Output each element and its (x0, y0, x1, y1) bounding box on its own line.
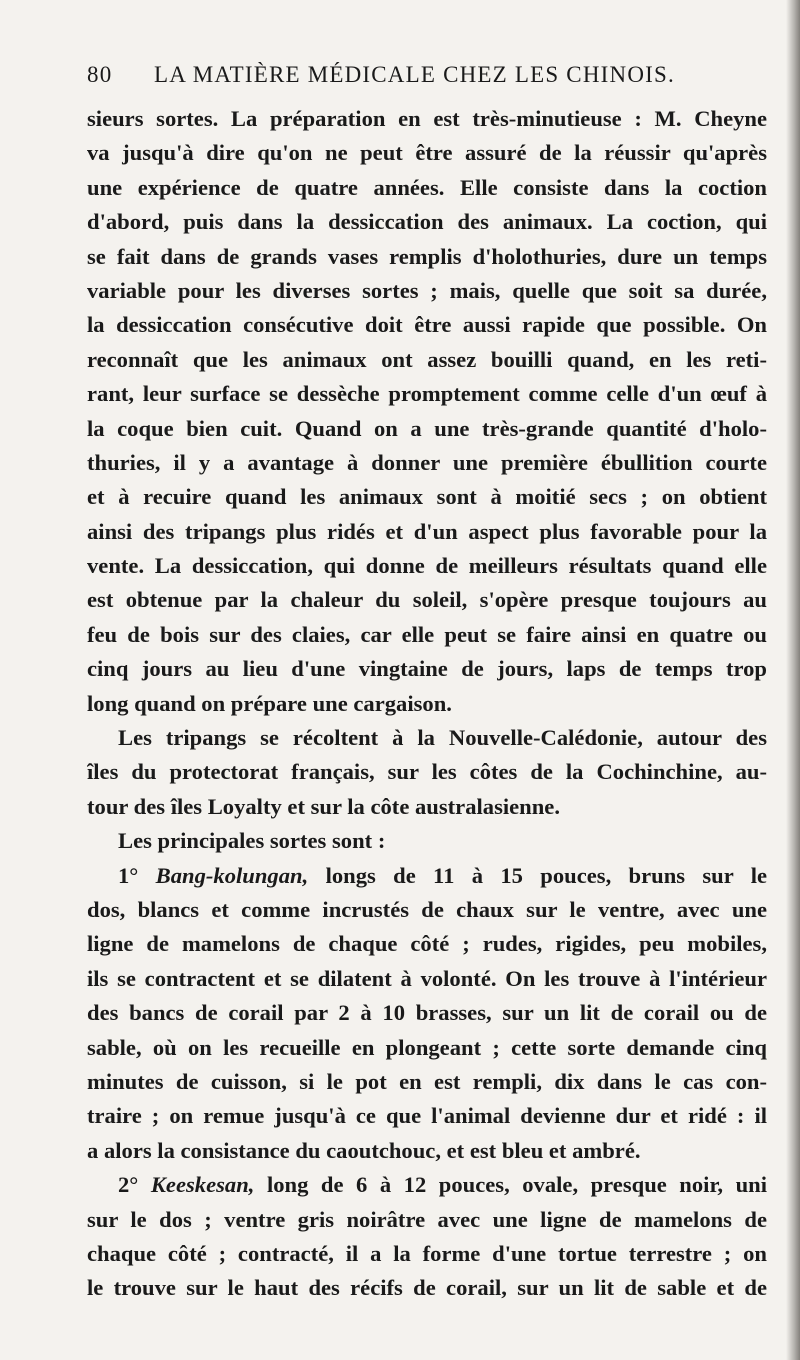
text-line: sur le dos ; ventre gris noirâtre avec une ligne de mamelons de (87, 1206, 767, 1232)
running-title: LA MATIÈRE MÉDICALE CHEZ LES CHINOIS. (153, 62, 675, 87)
body-text (87, 102, 767, 1306)
text-line: et à recuire quand les animaux sont à moitié secs ; on obtient (87, 484, 767, 510)
text-line: rant, leur surface se dessèche promptement comme celle d'un œuf à (87, 381, 767, 407)
text-line: sieurs sortes. La préparation en est très-minutieuse : M. Cheyne (87, 106, 767, 131)
page-number: 80 (87, 62, 113, 87)
text-line: sable, où on les recueille en plongeant ; cette sorte demande cinq (87, 1034, 767, 1060)
text-line: chaque côté ; contracté, il a la forme d'une tortue terrestre ; on (87, 1240, 767, 1266)
list-item-2: 2° Keeskesan, long de 6 à 12 pouces, ovale, presque noir, uni (118, 1172, 767, 1198)
list-item-1: 1° Bang-kolungan, longs de 11 à 15 pouces, bruns sur le (118, 862, 767, 888)
text-line: feu de bois sur des claies, car elle peut se faire ainsi en quatre ou (87, 621, 767, 647)
text-line: variable pour les diverses sortes ; mais, quelle que soit sa durée, (87, 277, 767, 303)
text-line: des bancs de corail par 2 à 10 brasses, sur un lit de corail ou de (87, 1000, 767, 1026)
text-line: ligne de mamelons de chaque côté ; rudes, rigides, peu mobiles, (87, 931, 767, 957)
text-line: va jusqu'à dire qu'on ne peut être assuré de la réussir qu'après (87, 140, 767, 166)
text-line: d'abord, puis dans la dessiccation des animaux. La coction, qui (87, 209, 767, 235)
text-line: la dessiccation consécutive doit être aussi rapide que possible. On (87, 312, 767, 338)
text-line: se fait dans de grands vases remplis d'holothuries, dure un temps (87, 243, 767, 269)
species-name: Bang-kolungan, (155, 862, 309, 888)
text-line: cinq jours au lieu d'une vingtaine de jours, laps de temps trop (87, 656, 767, 682)
text-line: la coque bien cuit. Quand on a une très-grande quantité d'holo- (87, 415, 767, 441)
text-line: dos, blancs et comme incrustés de chaux sur le ventre, avec une (87, 896, 767, 922)
text-line: est obtenue par la chaleur du soleil, s'opère presque toujours au (87, 587, 767, 613)
page-header (87, 62, 767, 94)
text-line: ils se contractent et se dilatent à volonté. On les trouve à l'intérieur (87, 965, 767, 991)
text-line: traire ; on remue jusqu'à ce que l'animal devienne dur et ridé : il (87, 1103, 767, 1129)
paragraph-start: Les tripangs se récoltent à la Nouvelle-Calédonie, autour des (118, 725, 767, 751)
paragraph-start: Les principales sortes sont : (118, 828, 386, 854)
text-line: une expérience de quatre années. Elle consiste dans la coction (87, 174, 767, 200)
text-line: tour des îles Loyalty et sur la côte australasienne. (87, 793, 560, 819)
text-line: minutes de cuisson, si le pot en est rempli, dix dans le cas con- (87, 1068, 767, 1094)
text-line: thuries, il y a avantage à donner une première ébullition courte (87, 449, 767, 475)
species-name: Keeskesan, (150, 1172, 255, 1198)
page-edge-shadow (786, 0, 800, 1360)
text-line: long quand on prépare une cargaison. (87, 690, 452, 716)
text-line: le trouve sur le haut des récifs de corail, sur un lit de sable et de (87, 1275, 767, 1301)
text-line: îles du protectorat français, sur les côtes de la Cochinchine, au- (87, 759, 767, 785)
text-line: vente. La dessiccation, qui donne de meilleurs résultats quand elle (87, 553, 767, 579)
text-line: reconnaît que les animaux ont assez bouilli quand, en les reti- (87, 346, 767, 372)
text-line: ainsi des tripangs plus ridés et d'un aspect plus favorable pour la (87, 518, 767, 544)
text-line: a alors la consistance du caoutchouc, et est bleu et ambré. (87, 1137, 641, 1163)
